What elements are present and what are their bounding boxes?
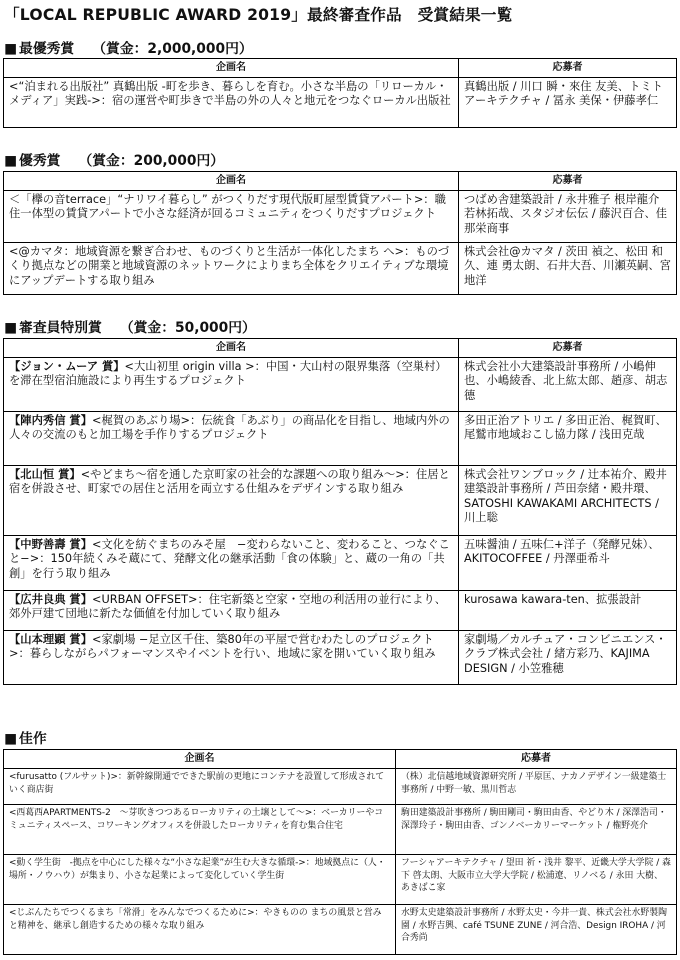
plan-text: <やどまち〜宿を通した京町家の社会的な課題への取り組み〜>：住居と宿を併設させ、町家での居住と活用を両立する仕組みをデザインする取り組み	[9, 468, 450, 496]
table-row	[4, 855, 677, 905]
plan-header: 企画名	[4, 339, 459, 358]
applicant-cell: 駒田建築設計事務所 / 駒田剛司・駒田由香、やどり木 / 深澤浩司・深澤玲子・駒田由香、ゴンノベーカリーマーケット / 権野亮介	[396, 805, 677, 855]
applicant-header: 応募者	[459, 339, 677, 358]
applicant-cell: 五味醤油 / 五味仁+洋子（発酵兄妹）、AKITOCOFFEE / 丹澤亜希斗	[459, 536, 677, 591]
section-name: 佳作	[19, 731, 47, 747]
table-row	[4, 769, 677, 805]
section-heading-jury-special-prize	[4, 316, 256, 336]
award-name: 【陣内秀信 賞】	[9, 414, 93, 427]
table-row	[4, 191, 677, 243]
award-name: 【山本理顕 賞】	[9, 633, 93, 646]
page-title: 「LOCAL REPUBLIC AWARD 2019」最終審査作品 受賞結果一覧	[4, 6, 513, 24]
applicant-cell: つばめ舎建築設計 / 永井雅子 根岸龍介 若林拓哉、スタジオ伝伝 / 藤沢百合、佳那栄商事	[459, 191, 677, 243]
section-heading-grand-prize	[4, 37, 253, 57]
applicant-header: 応募者	[459, 59, 677, 78]
section-name: 優秀賞	[19, 153, 61, 169]
plan-cell	[4, 466, 459, 536]
award-name: 【北山恒 賞】	[9, 468, 81, 481]
plan-cell	[4, 591, 459, 631]
table-row	[4, 631, 677, 685]
bullet-icon: ■	[4, 41, 18, 57]
excellence-prize-table	[3, 171, 677, 295]
applicant-cell: 家劇場／カルチュア・コンビニエンス・クラブ株式会社 / 緒方彩乃、KAJIMA DESIGN / 小笠雅穂	[459, 631, 677, 685]
plan-cell: <“泊まれる出版社” 真鶴出版 -町を歩き、暮らしを育む。小さな半島の「リローカル・メディア」実践->：宿の運営や町歩きで半島の外の人々と地元をつなぐローカル出版社	[4, 78, 459, 128]
applicant-cell: （株）北信越地域資源研究所 / 平原匡、ナカノデザイン一級建築士事務所 / 中野一敏、黒川哲志	[396, 769, 677, 805]
table-row	[4, 805, 677, 855]
table-row	[4, 358, 677, 412]
plan-cell	[4, 536, 459, 591]
plan-cell: ＜「欅の音terrace」“ナリワイ暮らし” がつくりだす現代版町屋型賃貸アパート>：職住一体型の賃貸アパートで小さな経済が回るコミュニティをつくりだすプロジェクト	[4, 191, 459, 243]
bullet-icon: ■	[4, 731, 18, 747]
plan-cell: <じぶんたちでつくるまち「常滑」をみんなでつくるために>：やきものの まちの風景と営みと精神を、継承し創造するための様々な取り組み	[4, 905, 396, 955]
plan-cell: <@カマタ：地域資源を繋ぎ合わせ、ものづくりと生活が一体化したまち へ>：ものづくり拠点などの開業と地域資源のネットワークによりまち全体をクリエイティブな環境にアップデートする取り組み	[4, 243, 459, 295]
table-row	[4, 412, 677, 466]
applicant-header: 応募者	[459, 172, 677, 191]
table-row	[4, 591, 677, 631]
section-heading-excellence-prize	[4, 149, 224, 169]
plan-cell: <furusatto (フルサット)>：新幹線開通でできた駅前の更地にコンテナを設置して形成されていく商店街	[4, 769, 396, 805]
section-prize: （賞金：2,000,000円）	[92, 41, 253, 57]
plan-cell: <動く学生街 -拠点を中心にした様々な“小さな起業”が生む大きな循環->：地域拠点に（人・場所・ノウハウ）が集まり、小さな起業によって変化していく学生街	[4, 855, 396, 905]
plan-text: <梶賀のあぶり場>：伝統食「あぶり」の商品化を目指し、地域内外の人々の交流のもと加工場を手作りするプロジェクト	[9, 414, 450, 442]
table-row	[4, 466, 677, 536]
jury-special-prize-table	[3, 338, 677, 685]
applicant-cell: 株式会社@カマタ / 茨田 禎之、松田 和久、連 勇太朗、石井大吾、川瀬英嗣、宮地洋	[459, 243, 677, 295]
applicant-cell: 多田正治アトリエ / 多田正治、梶賀町、尾鷲市地域おこし協力隊 / 浅田克哉	[459, 412, 677, 466]
plan-text: <家劇場 −足立区千住、築80年の平屋で営むわたしのプロジェクト>：暮らしながらパフォーマンスやイベントを行い、地域に家を開いていく取り組み	[9, 633, 436, 661]
plan-text: <大山初里 origin villa >：中国・大山村の限界集落（空巣村）を滞在型宿泊施設により再生するプロジェクト	[9, 360, 447, 388]
section-name: 審査員特別賞	[19, 320, 102, 336]
bullet-icon: ■	[4, 320, 18, 336]
table-row	[4, 243, 677, 295]
honorable-mention-table	[3, 749, 677, 955]
applicant-header: 応募者	[396, 750, 677, 769]
plan-header: 企画名	[4, 59, 459, 78]
plan-text: <URBAN OFFSET>：住宅新築と空家・空地の利活用の並行により、郊外戸建て団地に新たな価値を付加していく取り組み	[9, 593, 447, 621]
bullet-icon: ■	[4, 153, 18, 169]
applicant-cell: 真鶴出版 / 川口 瞬・來住 友美、トミトアーキテクチャ / 冨永 美保・伊藤孝仁	[459, 78, 677, 128]
plan-header: 企画名	[4, 172, 459, 191]
table-row	[4, 78, 677, 128]
section-name: 最優秀賞	[19, 41, 75, 57]
award-name: 【ジョン・ムーア 賞】	[9, 360, 125, 373]
plan-cell: <西葛西APARTMENTS-2 〜芽吹きつつあるローカリティの土壌として〜>：ベーカリーやコミュニティスペース、コワーキングオフィスを併設したローカリティを育む集合住宅	[4, 805, 396, 855]
plan-text: <文化を紡ぐまちのみそ屋 −変わらないこと、変わること、つなぐこと−>：150年続くみそ蔵にて、発酵文化の継承活動「食の体験」と、蔵の一角の「共創」を行う取り組み	[9, 538, 450, 580]
applicant-cell: フーシャアーキテクチャ / 望田 祈・浅井 黎平、近畿大学大学院 / 森下 啓太朗、大阪市立大学大学院 / 松浦遼、リノベる / 永田 大樹、あきばこ家	[396, 855, 677, 905]
section-prize: （賞金：200,000円）	[78, 153, 225, 169]
plan-cell	[4, 412, 459, 466]
section-heading-honorable-mention	[4, 727, 47, 747]
applicant-cell: 株式会社小大建築設計事務所 / 小嶋伸也、小嶋綾香、北上紘太郎、趙彦、胡志德	[459, 358, 677, 412]
grand-prize-table	[3, 58, 677, 128]
table-row	[4, 905, 677, 955]
applicant-cell: 水野太史建築設計事務所 / 水野太史・今井一貴、株式会社水野製陶園 / 水野吉興、café TSUNE ZUNE / 河合浩、Design IROHA / 河合秀尚	[396, 905, 677, 955]
section-prize: （賞金：50,000円）	[119, 320, 256, 336]
award-name: 【中野善壽 賞】	[9, 538, 93, 551]
plan-cell	[4, 631, 459, 685]
table-row	[4, 536, 677, 591]
plan-header: 企画名	[4, 750, 396, 769]
applicant-cell: 株式会社ワンブロック / 辻本祐介、殿井建築設計事務所 / 芦田奈緒・殿井環、SATOSHI KAWAKAMI ARCHITECTS / 川上聡	[459, 466, 677, 536]
applicant-cell: kurosawa kawara-ten、拡張設計	[459, 591, 677, 631]
plan-cell	[4, 358, 459, 412]
award-name: 【広井良典 賞】	[9, 593, 93, 606]
